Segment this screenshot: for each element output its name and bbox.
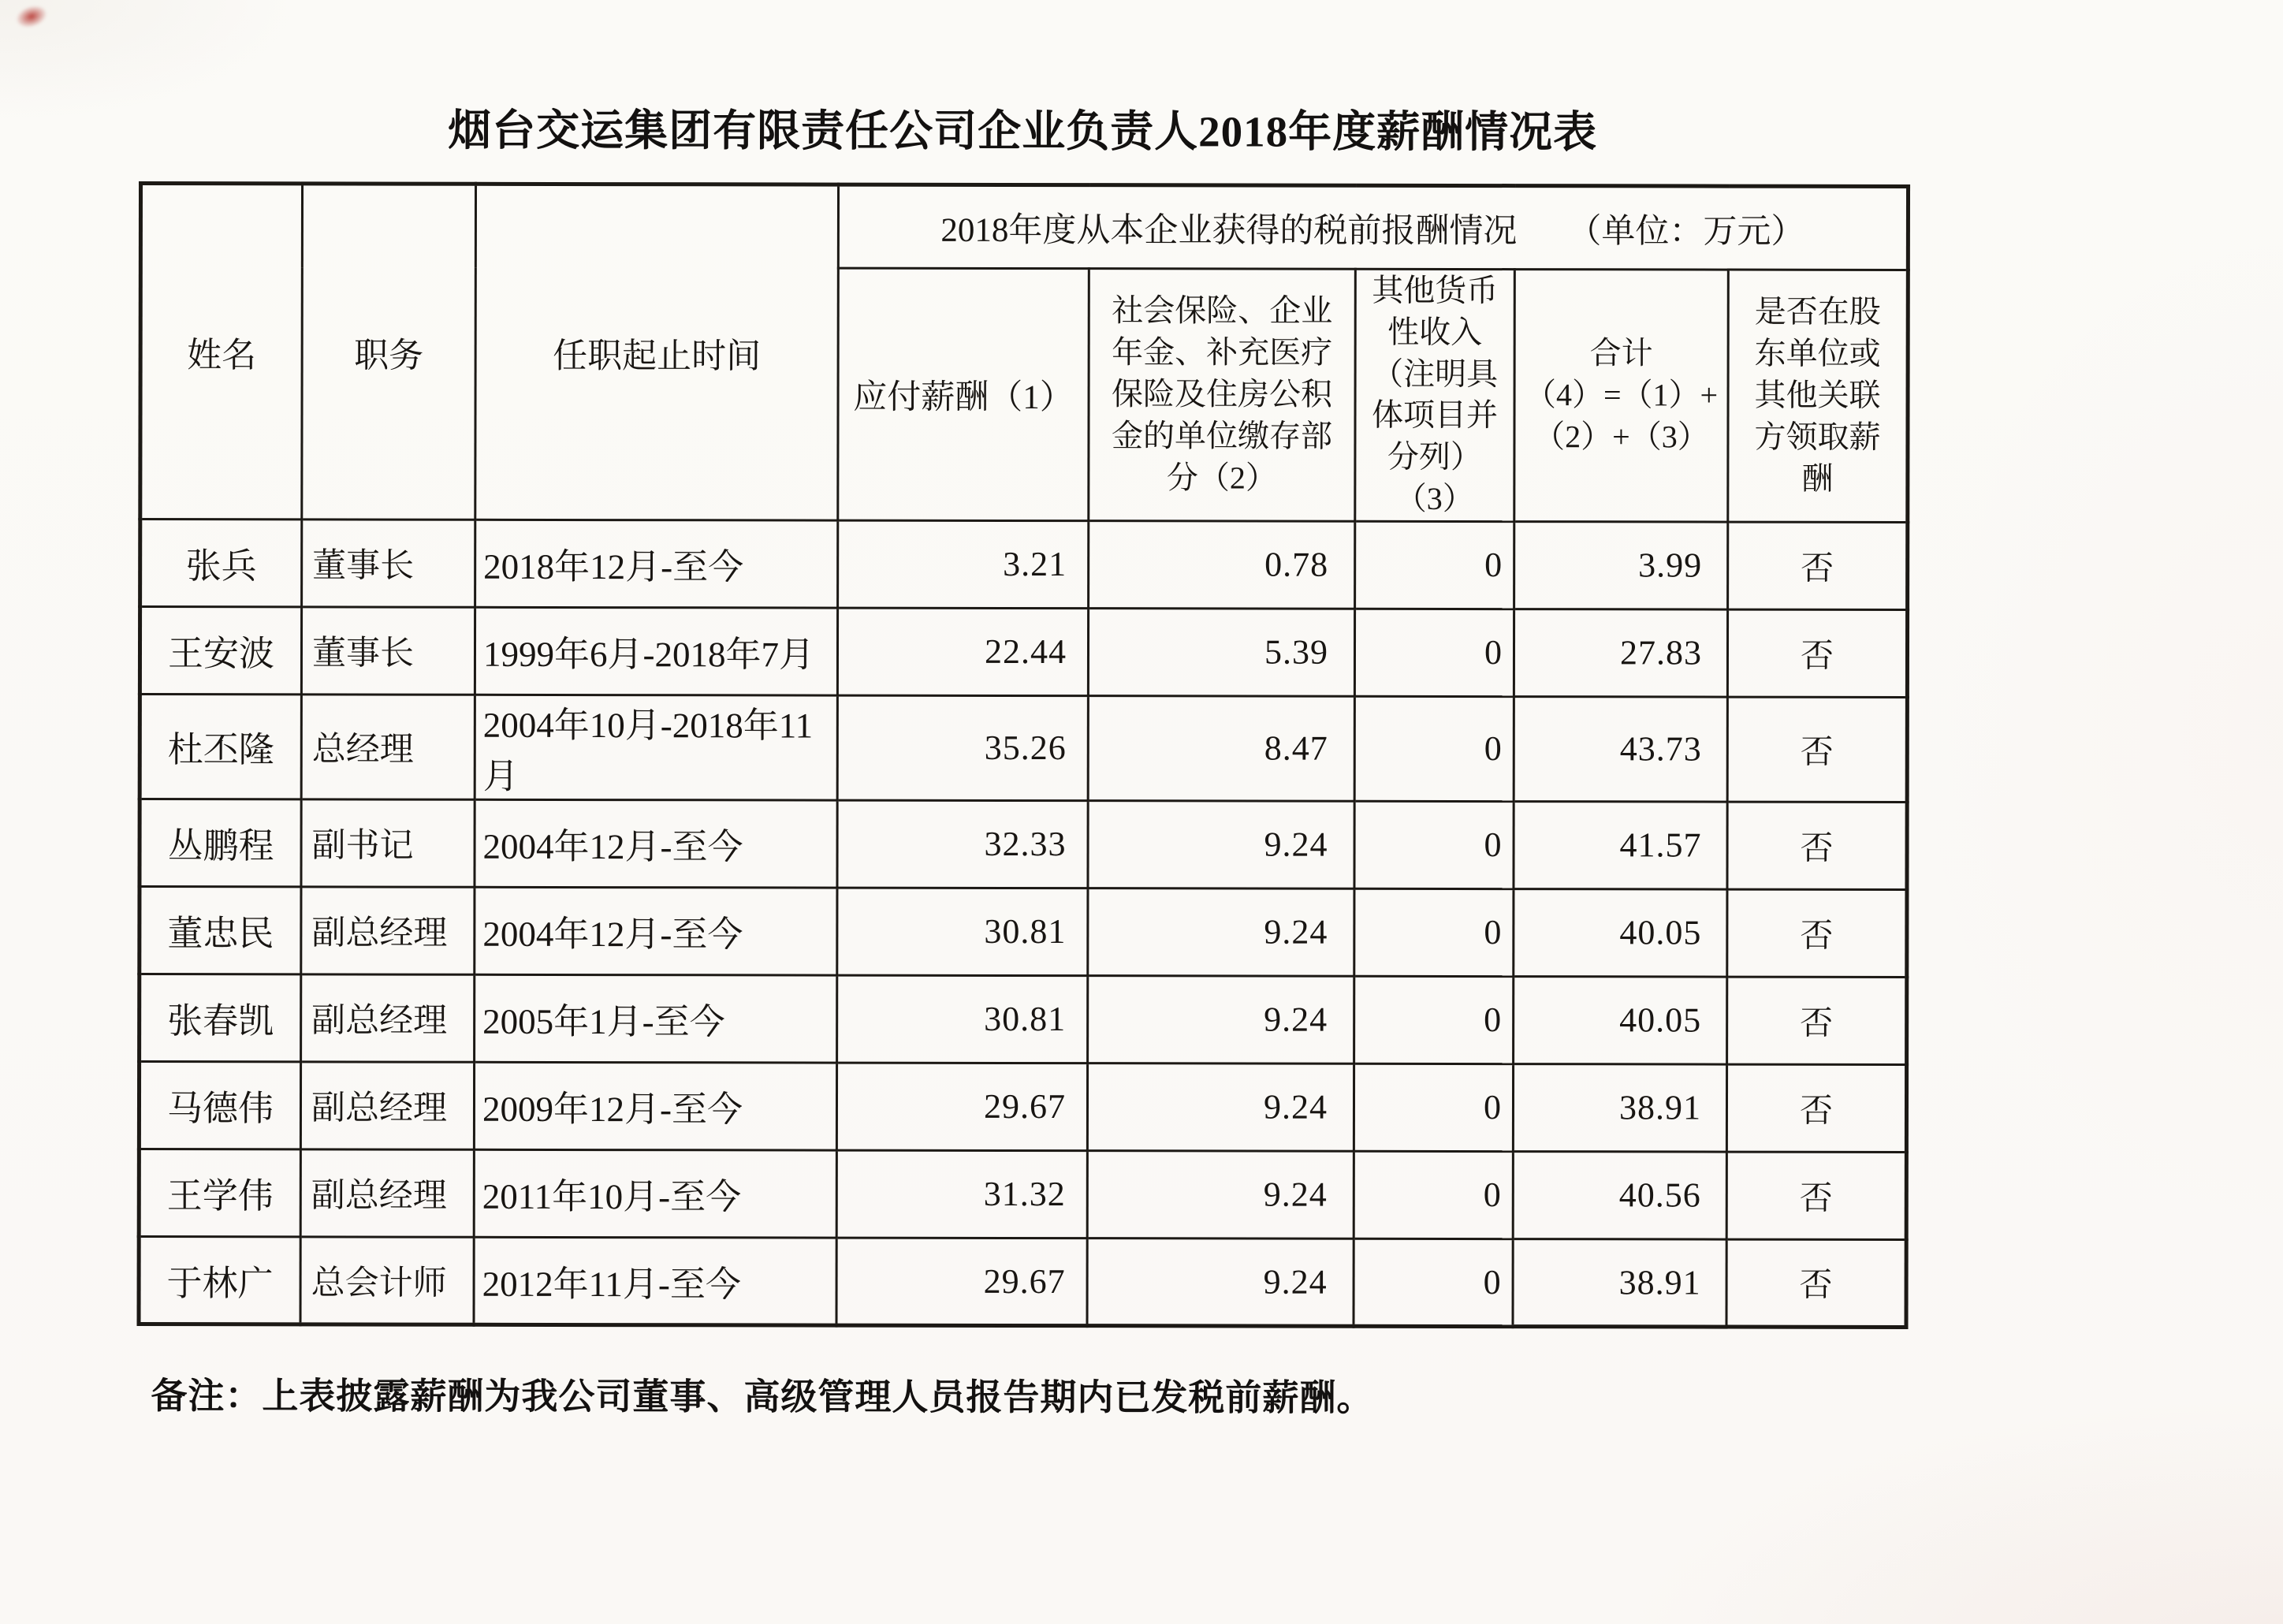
cell-position: 董事长 (302, 520, 475, 607)
cell-payable-salary: 35.26 (837, 695, 1088, 801)
header-pretax-group (838, 184, 1908, 270)
cell-payable-salary: 31.32 (836, 1150, 1087, 1238)
header-insurance-contrib: 社会保险、企业 年金、补充医疗 保险及住房公积 金的单位缴存部 分（2） (1089, 269, 1356, 521)
cell-insurance: 9.24 (1087, 1150, 1354, 1238)
cell-payable-salary: 32.33 (837, 800, 1088, 888)
footnote: 备注：上表披露薪酬为我公司董事、高级管理人员报告期内已发税前薪酬。 (151, 1376, 1374, 1418)
cell-total: 43.73 (1514, 696, 1727, 801)
scan-ink-mark (8, 0, 55, 35)
cell-related-pay: 否 (1727, 889, 1907, 977)
cell-payable-salary: 30.81 (837, 975, 1088, 1063)
cell-name: 张春凯 (140, 974, 301, 1061)
cell-position: 总经理 (301, 695, 475, 799)
header-name: 姓名 (140, 184, 303, 520)
cell-insurance: 5.39 (1088, 608, 1354, 696)
header-term: 任职起止时间 (475, 184, 839, 520)
cell-related-pay: 否 (1727, 977, 1907, 1064)
header-unit-label: （单位：万元） (1567, 212, 1805, 251)
cell-total: 27.83 (1514, 609, 1727, 696)
cell-related-pay: 否 (1727, 697, 1907, 802)
cell-payable-salary: 29.67 (836, 1238, 1087, 1326)
header-pretax-group-title: 2018年度从本企业获得的税前报酬情况 (940, 211, 1518, 250)
cell-other-income: 0 (1354, 1151, 1513, 1238)
table-row (139, 1149, 1906, 1239)
cell-position: 副书记 (301, 799, 475, 887)
table-row (139, 1236, 1906, 1327)
cell-insurance: 9.24 (1088, 975, 1354, 1063)
cell-insurance: 9.24 (1087, 1063, 1354, 1151)
table-row (140, 799, 1907, 889)
table-header (140, 184, 1909, 523)
cell-other-income: 0 (1354, 976, 1514, 1063)
cell-position: 副总经理 (301, 887, 475, 974)
cell-term: 2004年10月-2018年11月 (475, 695, 837, 800)
cell-term: 2004年12月-至今 (475, 799, 837, 888)
cell-related-pay: 否 (1726, 1152, 1906, 1239)
cell-term: 2012年11月-至今 (474, 1237, 836, 1325)
salary-table (137, 181, 1911, 1329)
cell-other-income: 0 (1354, 696, 1514, 801)
cell-insurance: 8.47 (1088, 695, 1354, 801)
cell-total: 3.99 (1514, 521, 1728, 609)
cell-name: 杜丕隆 (140, 694, 301, 799)
cell-other-income: 0 (1355, 521, 1514, 609)
cell-other-income: 0 (1354, 1063, 1513, 1151)
cell-other-income: 0 (1354, 801, 1514, 888)
cell-related-pay: 否 (1726, 1064, 1906, 1152)
cell-position: 董事长 (301, 607, 475, 695)
cell-insurance: 0.78 (1089, 520, 1355, 609)
cell-term: 2018年12月-至今 (475, 520, 838, 608)
cell-payable-salary: 29.67 (836, 1063, 1087, 1151)
cell-position: 副总经理 (300, 1062, 474, 1149)
header-related-party-pay: 是否在股 东单位或 其他关联 方领取薪 酬 (1728, 270, 1909, 522)
cell-related-pay: 否 (1727, 609, 1907, 697)
cell-insurance: 9.24 (1087, 1238, 1354, 1326)
cell-insurance: 9.24 (1088, 888, 1354, 976)
cell-payable-salary: 30.81 (837, 888, 1088, 976)
cell-total: 41.57 (1514, 801, 1727, 888)
cell-total: 38.91 (1513, 1063, 1726, 1151)
cell-name: 王学伟 (139, 1149, 300, 1236)
cell-term: 2004年12月-至今 (475, 887, 837, 975)
table-row (140, 606, 1907, 697)
header-total: 合计 （4）=（1）+ （2）+（3） (1514, 270, 1729, 522)
cell-position: 副总经理 (300, 1149, 474, 1237)
table-row (140, 974, 1907, 1064)
cell-term: 2005年1月-至今 (475, 974, 837, 1063)
header-position: 职务 (302, 184, 476, 520)
header-payable-salary: 应付薪酬（1） (838, 268, 1089, 520)
cell-term: 2011年10月-至今 (474, 1149, 836, 1238)
cell-total: 38.91 (1513, 1238, 1726, 1326)
cell-total: 40.05 (1514, 888, 1727, 976)
cell-name: 王安波 (140, 606, 301, 694)
cell-total: 40.56 (1513, 1151, 1726, 1238)
cell-position: 总会计师 (300, 1237, 474, 1324)
cell-term: 1999年6月-2018年7月 (475, 607, 837, 695)
cell-related-pay: 否 (1727, 802, 1907, 889)
cell-related-pay: 否 (1726, 1239, 1906, 1327)
document-content (136, 0, 1907, 1624)
cell-payable-salary: 3.21 (838, 520, 1089, 609)
cell-payable-salary: 22.44 (837, 608, 1088, 696)
cell-position: 副总经理 (301, 974, 475, 1062)
table-body (139, 519, 1908, 1327)
cell-term: 2009年12月-至今 (474, 1062, 836, 1150)
cell-insurance: 9.24 (1088, 800, 1354, 888)
cell-other-income: 0 (1354, 609, 1514, 696)
cell-name: 董忠民 (140, 886, 301, 974)
table-row (140, 886, 1907, 977)
cell-other-income: 0 (1354, 888, 1514, 976)
cell-name: 丛鹏程 (140, 799, 301, 886)
cell-name: 马德伟 (139, 1061, 300, 1149)
table-row (139, 1061, 1906, 1152)
table-row (140, 694, 1907, 802)
header-other-income: 其他货币 性收入 （注明具 体项目并 分列） （3） (1355, 269, 1515, 521)
cell-related-pay: 否 (1728, 522, 1908, 609)
table-row (140, 519, 1908, 609)
page-title: 烟台交运集团有限责任公司企业负责人2018年度薪酬情况表 (448, 106, 1598, 157)
cell-name: 张兵 (140, 519, 302, 606)
cell-total: 40.05 (1514, 976, 1727, 1063)
cell-name: 于林广 (139, 1236, 300, 1324)
cell-other-income: 0 (1354, 1238, 1513, 1326)
